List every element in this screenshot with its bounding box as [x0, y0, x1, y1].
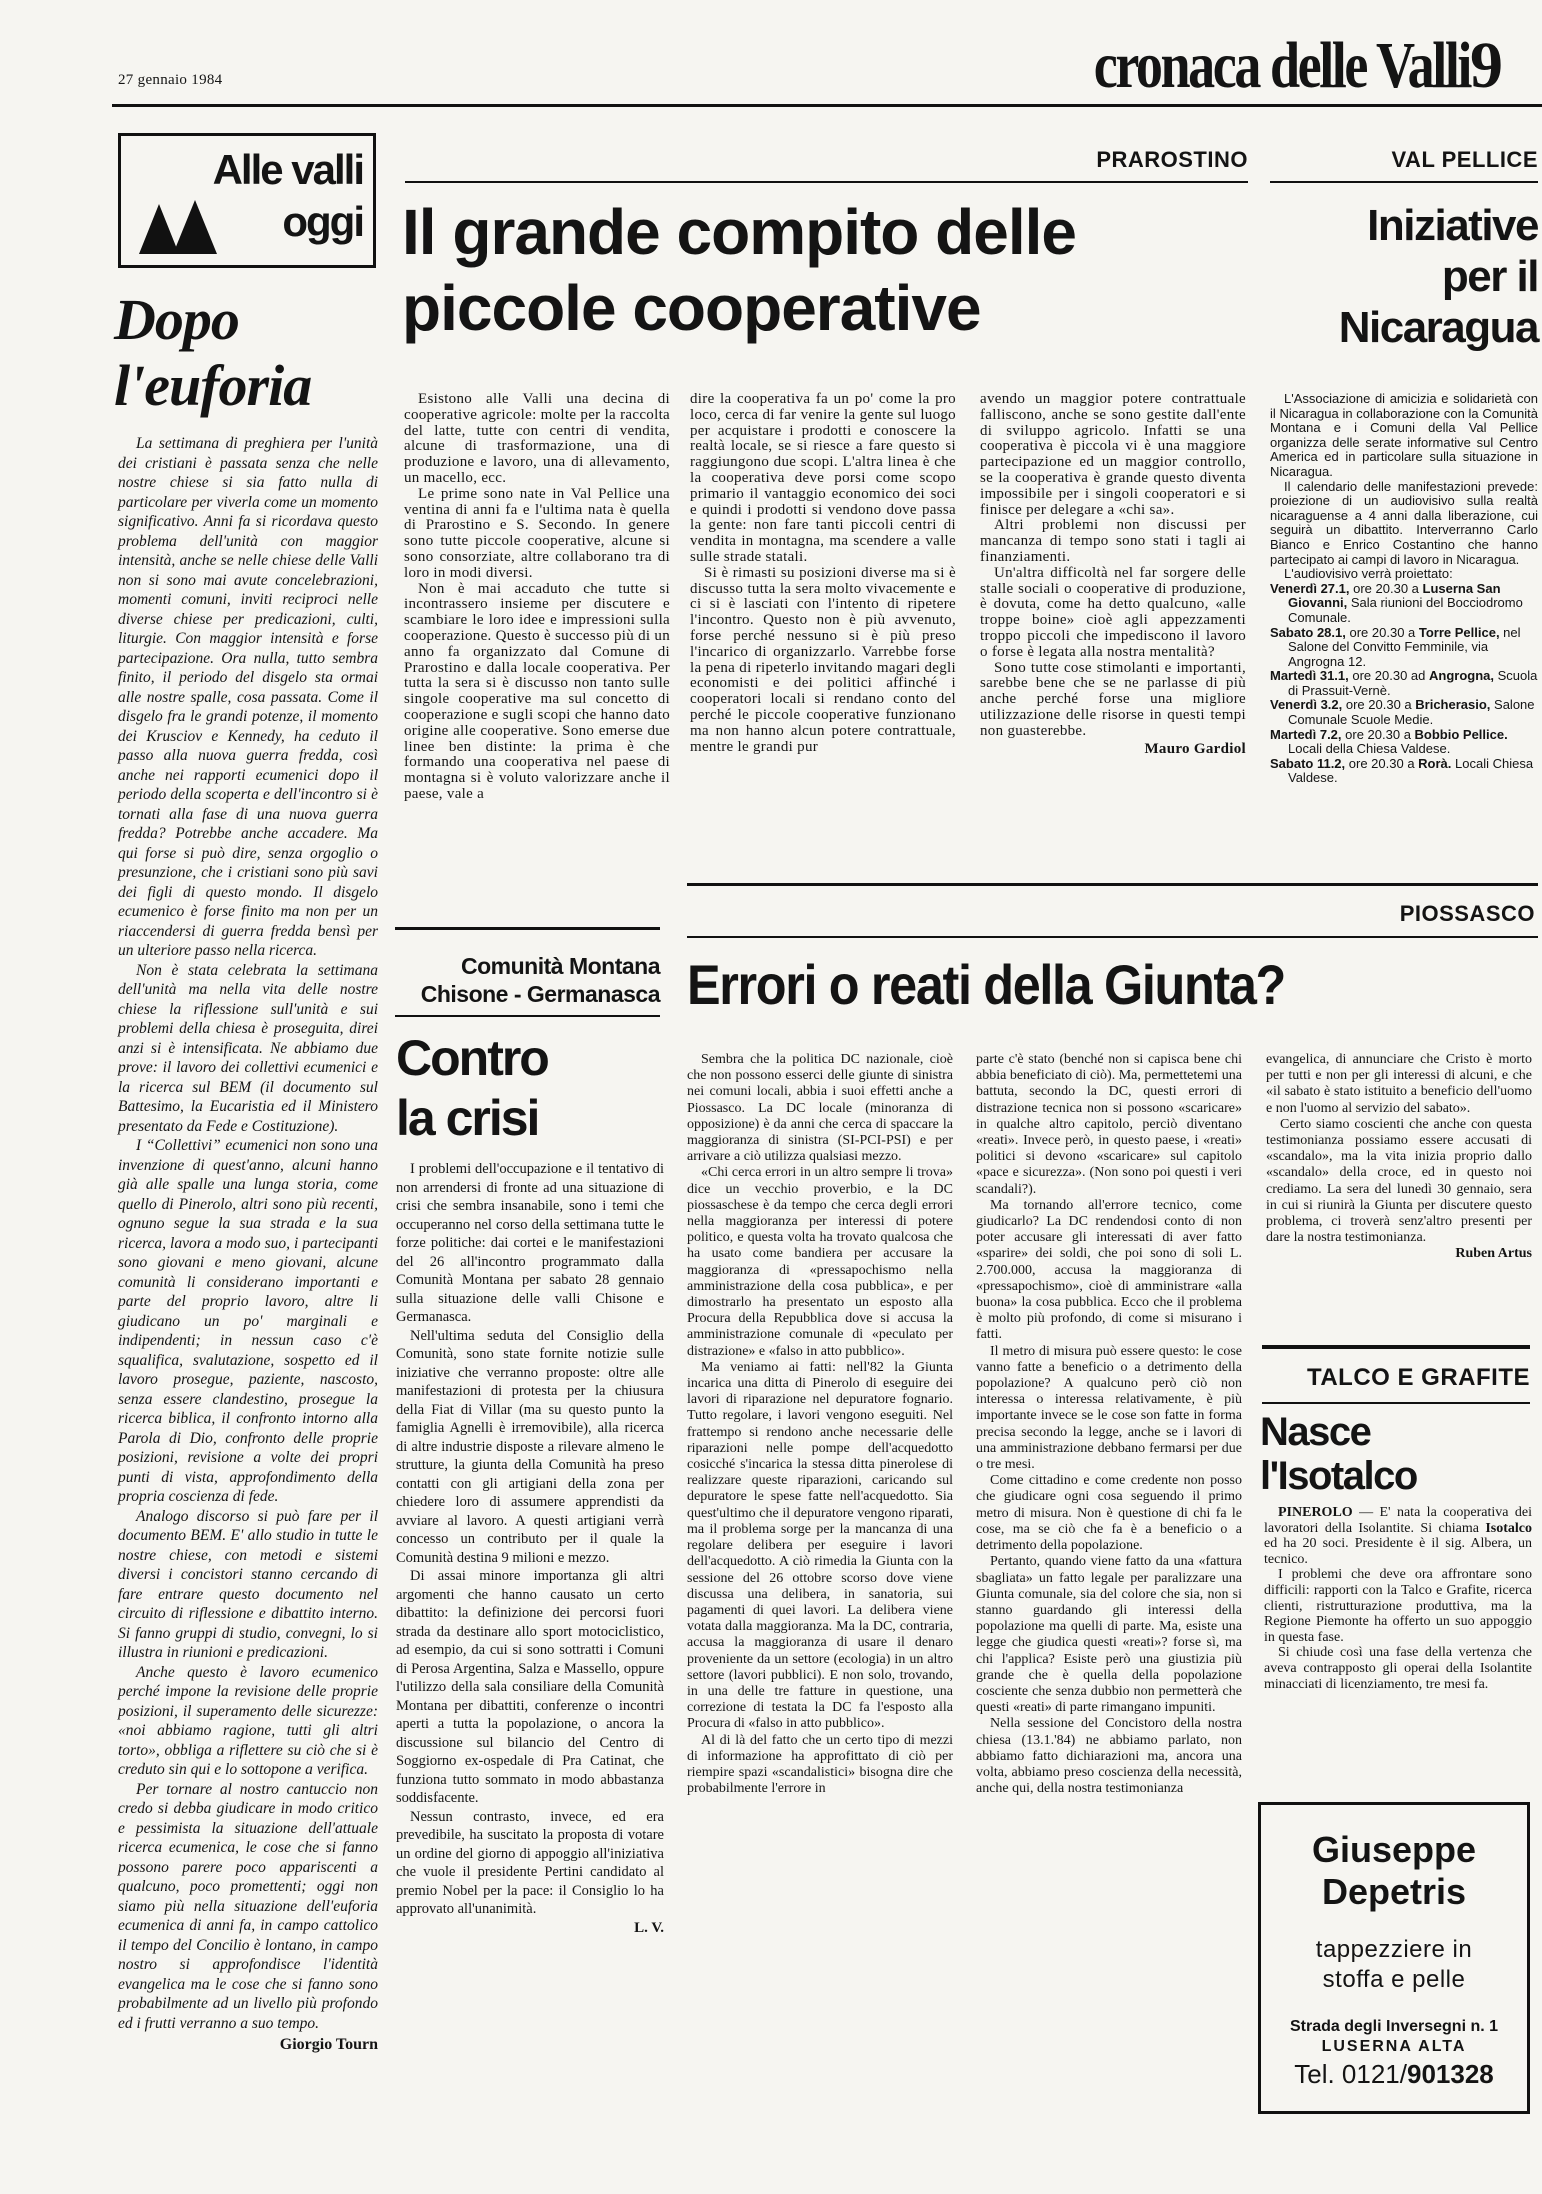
schedule-place: Torre Pellice,	[1418, 624, 1500, 640]
article-paragraph: Un'altra difficoltà nel far sorgere delle stalle sociali o cooperative di produzione, è dovuta, come ha detto qualcuno, «alle troppe boine» cioè agli appezzamenti troppo piccoli che impediscono il lavoro o forse è legata alla nostra mentalità?	[980, 564, 1246, 660]
isotalco-headline	[1260, 1410, 1417, 1498]
section-label-talco-e-grafite: TALCO E GRAFITE	[1306, 1364, 1530, 1391]
alle-valli-oggi-logo-box	[118, 133, 376, 268]
schedule-details: Salone Comunale Scuole Medie.	[1288, 697, 1535, 728]
ad-address: Strada degli Inversegni n. 1	[1289, 2018, 1499, 2035]
article-paragraph: «Chi cerca errori in un altro sempre li trova» dice un vecchio proverbio, e la DC piossaschese è da tempo che cerca degli errori nella maggioranza per interessi di potere politico, e questa volta ha trovato qualcosa che ha usato come bandiera per accusare la maggioranza di «pressapochismo nella amministrazione della cosa pubblica», e per dimostrarlo ha presentato un esposto alla Procura della Repubblica dove si accusa la amministrazione comunale di «peculato per distrazione» e «falso in atto pubblico».	[687, 1165, 953, 1359]
schedule-place: Luserna San Giovanni,	[1288, 580, 1501, 611]
article-paragraph: Nell'ultima seduta del Consiglio della Comunità, sono state fornite notizie sulle iniziative che verranno proposte: oltre alle manifestazioni di protesta per la chiusura della Fiat di Villar (ma su questo punto la famiglia Agnelli è irremovibile), alla ricerca di altre industrie disposte a rilevare almeno le strutture, la giunta della Comunità ha preso contatti con gli artigiani della zona per chiedere loro di assumere apprendisti da avviare al lavoro. A questi artigiani verrà concesso un contributo per il quale la Comunità destina 9 milioni e mezzo.	[396, 1327, 664, 1566]
schedule-day: Sabato 11.2,	[1270, 755, 1346, 771]
article-paragraph: dire la cooperativa fa un po' come la pro loco, cerca di far venire la gente sul luogo per acquistare i prodotti e conoscere la realtà locale, se si riesce a fare questo si raggiungono due scopi. L'altra linea è che la cooperativa deve porsi come scopo primario il vantaggio economico dei soci e quindi i prodotti si vendono dove passa la gente: non fare tanti piccoli centri di vendita in montagna, ma scendere a valle sulle strade statali.	[690, 391, 956, 565]
cooperative-column-3	[980, 392, 1246, 757]
page-number: 9	[1470, 29, 1503, 102]
article-paragraph: Sono tutte cose stimolanti e importanti, sarebbe bene che se ne parlasse di più anche perché forse una migliore utilizzazione delle risorse in questi tempi non guasterebbe.	[980, 659, 1246, 739]
article-paragraph: parte c'è stato (benché non si capisca bene chi abbia beneficiato di ciò). Ma, permettetemi una battuta, secondo la DC, questi errori di distrazione tecnica non si possono «scaricare» in qualche altro capitolo, perciò diventano «reati». Invece però, in questo paese, i «reati» politici si devono «scaricare» sul capitolo «pace e sicurezza». (Non sono poi questi i veri scandali?).	[976, 1052, 1242, 1197]
schedule-details: Locali della Chiesa Valdese.	[1288, 741, 1451, 757]
editorial-paragraph: Non è stata celebrata la settimana dell'unità ma nella vita delle nostre chiese la riflessione sull'unità e sui problemi della chiesa è proseguita, direi anzi si è intensificata. Ne abbiamo due prove: il lavoro dei collettivi ecumenici e la ricerca sul BEM (il documento sul Battesimo, la Eucaristia ed il Ministero presentato da Fede e Costituzione).	[118, 961, 378, 1135]
article-paragraph: Sembra che la politica DC nazionale, cioè che non possono esserci delle giunte di sinistra nei comuni locali, abbia i suoi effetti anche a Piossasco. La DC locale (minoranza di opposizione) è da anni che cerca di spaccare la maggioranza di sinistra (SI-PCI-PSI) e per arrivare a ciò utilizza qualsiasi mezzo.	[687, 1052, 953, 1165]
kicker-line: Comunità Montana	[461, 953, 660, 979]
article-paragraph: Il metro di misura può essere questo: le cose vanno fatte a beneficio o a detrimento della popolazione? A qualcuno però ciò non interessa o interessa relativamente, è più importante invece se le cose son fatte in forma precisa secondo la legge, anche se i lavori di una amministrazione debbano fermarsi per due o tre mesi.	[976, 1343, 1242, 1473]
article-paragraph: Si chiude così una fase della vertenza che aveva contrapposto gli operai della Isolantite minacciati di licenziamento, tre mesi fa.	[1264, 1645, 1532, 1692]
schedule-place: Rorà.	[1418, 755, 1452, 771]
crisi-kicker	[395, 952, 660, 1008]
article-paragraph: Pertanto, quando viene fatto da una «fattura sbagliata» un fatto legale per paralizzare una Giunta comunale, sia del colore che sia, non si stanno guardando gli interessi della popolazione ma quelli di parte. Ma, esiste una legge che giudica questi «reati»? forse sì, ma chi l'applica? Esiste però una giustizia più grande che è quella della popolazione cosciente che senza dubbio non permetterà che questi «reati» di parte rimangano impuniti.	[976, 1554, 1242, 1716]
logo-text-line1: Alle valli	[212, 146, 363, 193]
issue-date: 27 gennaio 1984	[118, 72, 223, 88]
header-rule	[112, 104, 1542, 107]
ad-name-line2: Depetris	[1321, 1871, 1467, 1912]
schedule-time: ore 20.30 a	[1341, 726, 1415, 742]
schedule-day: Martedì 31.1,	[1270, 668, 1349, 684]
schedule-details: Sala riunioni del Bocciodromo Comunale.	[1288, 595, 1523, 625]
article-paragraph: Certo siamo coscienti che anche con questa testimonianza possiamo essere accusati di «scandalo», ma la vita inizia proprio dallo «scandalo» della croce, ed in questo noi crediamo. La sera del lunedì 30 gennaio, sera in cui si riunirà la Giunta per discutere questo problema, ci troverà senz'altro presenti per dare la nostra testimonianza.	[1266, 1116, 1532, 1246]
schedule-day: Sabato 28.1,	[1270, 624, 1346, 640]
editorial-author: Giorgio Tourn	[279, 2036, 378, 2053]
article-paragraph: Come cittadino e come credente non posso che giudicare ogni cosa seguendo il primo metro di misura. Non è questione di chi fa le cose, ma se ciò che fa è a beneficio o a detrimento della popolazione.	[976, 1473, 1242, 1554]
crisi-body	[396, 1160, 664, 1937]
errori-headline: Errori o reati della Giunta?	[687, 953, 1285, 1016]
crisi-headline	[396, 1028, 548, 1148]
schedule-day: Venerdì 3.2,	[1270, 697, 1343, 713]
section-label-piossasco: PIOSSASCO	[1399, 901, 1535, 926]
article-paragraph: L'Associazione di amicizia e solidarietà con il Nicaragua in collaborazione con la Comunità Montana e i Comuni della Val Pellice organizza delle serate informative sul Centro America ed in particolare sulla situazione in Nicaragua.	[1270, 391, 1538, 479]
crisi-author: L. V.	[634, 1919, 664, 1936]
article-paragraph: avendo un maggior potere contrattuale falliscono, anche se sono gestite dall'ente di sviluppo agricolo. Infatti se una cooperativa è piccola vi è una maggiore partecipazione ed un maggior controllo, se la cooperativa è grande questo diventa impossibile per i singoli cooperatori e si finisce per delegare a «chi sa».	[980, 391, 1246, 518]
section-rule	[1262, 1345, 1530, 1349]
editorial-body	[118, 434, 378, 2055]
headline-line: Nasce	[1260, 1410, 1371, 1454]
section-rule	[687, 883, 1538, 886]
article-paragraph: Altri problemi non discussi per mancanza di tempo sono stati i tagli ai finanziamenti.	[980, 517, 1246, 565]
article-paragraph: Il calendario delle manifestazioni prevede: proiezione di un audiovisivo sulla realtà nicaraguense a 4 anni dalla liberazione, cui seguirà un dibattito. Interverranno Carlo Bianco e Enrico Costantino che hanno partecipato ai campi di lavoro in Nicaragua.	[1270, 478, 1538, 567]
section-rule	[1262, 1402, 1530, 1404]
editorial-title-line2: l'euforia	[114, 353, 312, 418]
schedule-time: ore 20.30 a	[1345, 755, 1419, 771]
article-paragraph: Si è rimasti su posizioni diverse ma si è discusso tutta la sera molto vivacemente e ci si è lasciati con l'intento di ripetere l'incontro. Questo non è più avvenuto, forse perché nessuno si è più preso l'incarico di organizzarlo. Varrebbe forse la pena di ripeterlo invitando magari degli economisti e dei politici affinché i cooperatori locali si rendano conto del perché le piccole cooperative funzionano ma non hanno alcun potere contrattuale, mentre le grandi pur	[690, 564, 956, 755]
schedule-time: ore 20.30 ad	[1348, 668, 1429, 684]
schedule-details: nel Salone del Convitto Femminile, via Angrogna 12.	[1288, 624, 1521, 669]
schedule-details: Scuola di Prassuit-Vernè.	[1288, 668, 1538, 698]
editorial-paragraph: Per tornare al nostro cantuccio non credo si debba giudicare in modo critico e pessimista la situazione dell'attuale ricerca ecumenica, le cose che si fanno possono parere poco appariscenti a qualcuno, poco promettenti; oggi non siamo più nella situazione dell'euforia ecumenica di anni fa, in campo cattolico il tempo del Concilio è lontano, in campo nostro si approfondisce l'identità evangelica ma le cose che si fanno sono probabilmente ad un livello più profondo ed i frutti verranno a suo tempo.	[118, 1780, 378, 2032]
article-paragraph: Le prime sono nate in Val Pellice una ventina di anni fa e l'ultima nata è quella di Prarostino e S. Secondo. In genere sono tutte piccole cooperative, alcune si sono consorziate, altre collaborano tra di loro in modi diversi.	[404, 485, 670, 581]
newspaper-masthead: cronaca delle Valli	[1093, 29, 1470, 102]
schedule-item	[1270, 698, 1538, 727]
ad-trade-line2: stoffa e pelle	[1322, 1966, 1466, 1993]
schedule-item	[1270, 728, 1538, 757]
nicaragua-body	[1270, 392, 1538, 786]
schedule-place: Bricherasio,	[1415, 697, 1491, 713]
cooperative-column-1	[404, 392, 670, 803]
editorial-paragraph: Anche questo è lavoro ecumenico perché impone la revisione delle proprie posizioni, il superamento delle sicurezze: «noi abbiamo ragione, tutti gli altri torto», obbliga a riflettere su ciò che si è creduto sin qui e lo sottopone a verifica.	[118, 1663, 378, 1778]
schedule-item	[1270, 669, 1538, 698]
section-rule	[395, 927, 660, 930]
article-paragraph	[1264, 1505, 1532, 1567]
section-label-val-pellice: VAL PELLICE	[1391, 147, 1538, 172]
advertisement-depetris	[1258, 1802, 1530, 2114]
editorial-title-line1: Dopo	[114, 287, 239, 352]
schedule-details: Locali Chiesa Valdese.	[1288, 755, 1534, 786]
headline-line: la crisi	[396, 1090, 539, 1146]
article-paragraph: L'audiovisivo verrà proiettato:	[1284, 566, 1453, 582]
kicker-line: Chisone - Germanasca	[420, 981, 660, 1007]
section-rule	[395, 1015, 660, 1017]
errori-author: Ruben Artus	[1455, 1246, 1532, 1262]
article-paragraph: I problemi che deve ora affrontare sono difficili: rapporti con la Talco e Grafite, ricerca clienti, ristrutturazione produttiva, ma la Regione Piemonte ha offerto un suo appoggio in questa fase.	[1264, 1567, 1532, 1645]
schedule-place: Bobbio Pellice.	[1414, 726, 1508, 742]
headline-line: l'Isotalco	[1260, 1454, 1417, 1498]
errori-column-2	[976, 1052, 1242, 1797]
nicaragua-headline	[1270, 200, 1538, 353]
schedule-place: Angrogna,	[1429, 668, 1494, 684]
article-paragraph: Ma tornando all'errore tecnico, come giudicarlo? La DC rendendosi conto di non poter accusare gli interessati di aver fatto «sparire» dei soldi, che poi sono di soli L. 2.700.000, accusa la maggioranza di «pressapochismo», cioè di amministrare «alla buona» la cosa pubblica. Ecco che il problema è molto più profondo, di come si misurano i fatti.	[976, 1197, 1242, 1343]
cooperative-headline-line1: Il grande compito delle	[402, 196, 1076, 268]
article-paragraph: evangelica, di annunciare che Cristo è morto per tutti e non per gli interessi di alcuni, e che «il sabato è stato istituito a beneficio dell'uomo e non l'uomo al servizio del sabato».	[1266, 1052, 1532, 1116]
ad-phone-number: 901328	[1406, 2059, 1494, 2089]
ad-trade-line1: tappezziere in	[1315, 1936, 1473, 1963]
article-paragraph: Al di là del fatto che un certo tipo di mezzi di informazione ha approfittato di ciò per riempire spazi «scandalistici» bisogna dire che probabilmente l'errore in	[687, 1732, 953, 1797]
article-paragraph: Di assai minore importanza gli altri argomenti che hanno causato un certo dibattito: la definizione dei percorsi fuori strada da destinare allo sport motociclistico, ad esempio, da cui si sono sottratti i Comuni di Perosa Argentina, Salza e Massello, oppure l'utilizzo della sala consiliare della Comunità Montana per dibattiti, conferenze o incontri aperti a tutta la popolazione, o ancora la discussione sul bilancio del Centro di Soggiorno ex-ospedale di Pra Catinat, che funziona tutto sommato in modo abbastanza soddisfacente.	[396, 1568, 664, 1806]
article-paragraph: Ma veniamo ai fatti: nell'82 la Giunta incarica una ditta di Pinerolo di eseguire dei lavori di riparazione nel depuratore fognario. Tutto regolare, i lavori vengono eseguiti. Nel frattempo si rendono anche necessarie delle riparazioni nelle pompe dell'acquedotto cosicché s'incarica la stessa ditta pinerolese di realizzare queste riparazioni, caricando sul depuratore le spese fatte nell'acquedotto. Sia quest'ultimo che il depuratore vengono riparati, ma il problema sorge per la mancanza di una regolare delibera per eseguire i lavori dell'acquedotto. A ciò rimedia la Giunta con la sessione del 26 ottobre scorso dove viene discussa una delibera, in sanatoria, sui pagamenti di quei lavori. La delibera viene votata dalla maggioranza. Ma la DC, contraria, accusa la maggioranza di usare il denaro proveniente da un settore (ecologia) in un altro settore (lavori pubblici). E non solo, trovando, in una delle tre fatture in questione, una correzione di testata la DC fa l'esposto alla Procura di «falso in atto pubblico».	[687, 1359, 953, 1732]
cooperative-author: Mauro Gardiol	[1144, 740, 1246, 757]
schedule-day: Martedì 7.2,	[1270, 726, 1342, 742]
section-label-prarostino: PRAROSTINO	[1096, 147, 1248, 172]
schedule-time: ore 20.30 a	[1349, 580, 1423, 596]
section-rule	[405, 181, 1248, 183]
schedule-time: ore 20.30 a	[1342, 697, 1416, 713]
headline-line: Contro	[396, 1030, 548, 1086]
editorial-paragraph: Analogo discorso si può fare per il documento BEM. E' allo studio in tutte le nostre chiese, con metodi e sistemi diversi i concistori stanno cercando di fare entrare questo documento nel circuito di riflessione e dibattito interno. Si fanno gruppi di studio, convegni, lo si illustra in riunioni e predicazioni.	[118, 1507, 378, 1661]
article-paragraph: Nella sessione del Concistoro della nostra chiesa (13.1.'84) ne abbiamo parlato, non abbiamo fatto dichiarazioni ma, ancora una volta, abbiamo preso coscienza della necessità, anche qui, della nostra testimonianza	[976, 1716, 1242, 1797]
logo-text-line2: oggi	[282, 198, 363, 245]
text-span: — E' nata la cooperativa dei lavoratori della Isolantite. Si chiama	[1264, 1505, 1532, 1536]
text-span: ed ha 20 soci. Presidente è il sig. Albera, un tecnico.	[1264, 1536, 1532, 1567]
ad-town: LUSERNA ALTA	[1321, 2038, 1467, 2055]
errori-column-3	[1266, 1052, 1532, 1263]
cooperative-column-2	[690, 392, 956, 755]
isotalco-body	[1264, 1505, 1532, 1692]
dateline: PINEROLO	[1278, 1505, 1353, 1520]
article-paragraph: I problemi dell'occupazione e il tentativo di non arrendersi di fronte ad una situazione di crisi che sembra insanabile, sono i temi che occuperanno nel corso della settimana tutte le forze politiche: dai cortei e le manifestazioni del 26 all'incontro programmato dalla Comunità Montana per sabato 28 gennaio sulla situazione delle valli Chisone e Germanasca.	[396, 1161, 664, 1325]
headline-line: Iniziative	[1367, 201, 1538, 250]
article-paragraph: Esistono alle Valli una decina di cooperative agricole: molte per la raccolta del latte, tutte con centri di vendita, alcune di trasformazione, una di produzione e lavoro, una di allevamento, un macello, ecc.	[404, 391, 670, 486]
article-paragraph: Non è mai accaduto che tutte si incontrassero insieme per discutere e scambiare le loro idee e impressioni sulla cooperazione. Questo è successo più di un anno fa organizzato dal Comune di Prarostino e dalla locale cooperativa. Per tutta la sera si è discusso non tanto sulle singole cooperative ma sul concetto di cooperazione e sugli scopi che hanno dato origine alle cooperative. Sono emerse due linee ben distinte: la prima è che formando una cooperativa nel paese di montagna si è voluto valorizzare anche il paese, vale a	[404, 580, 670, 802]
editorial-paragraph: La settimana di preghiera per l'unità dei cristiani è passata senza che nelle nostre chiese si sia fatto nulla di particolare per viverla come un momento significativo. Anni fa si ricordava questo problema dell'unità con maggior intensità, anche se nelle chiese delle Valli non si sono mai avute concelebrazioni, momenti comuni, inviti reciproci nelle diverse chiese per predicazioni, culti, liturgie. Con maggior intensità e forse partecipazione. Ora nulla, tutto sembra finito, il periodo del disgelo sta ormai alle nostre spalle, cosa passata. Come il disgelo fra le grandi potenze, il momento dei Krusciov e Kennedy, ha ceduto il passo alla nuova guerra fredda, così anche nei rapporti ecumenici dopo il periodo della scoperta e dell'incontro si è tornati alla fase di una nuova guerra fredda? Potrebbe anche accadere. Ma qui forse si può dire, senza orgoglio o presunzione, che i cristiani sono più savi dei figli di questo mondo. Il disgelo ecumenico è forse finito ma non per un riaccendersi di guerra fredda bensì per un ulteriore passo nella ricerca.	[118, 435, 378, 959]
headline-line: per il	[1441, 252, 1538, 301]
section-rule	[687, 936, 1538, 938]
ad-name-line1: Giuseppe	[1311, 1829, 1477, 1870]
headline-line: Nicaragua	[1338, 303, 1538, 352]
errori-column-1	[687, 1052, 953, 1797]
mountains-icon	[139, 198, 219, 254]
cooperative-headline-line2: piccole cooperative	[402, 272, 981, 344]
ad-phone-prefix: Tel. 0121/	[1294, 2059, 1407, 2089]
schedule-item	[1270, 757, 1538, 786]
section-rule	[1270, 181, 1538, 183]
schedule-time: ore 20.30 a	[1345, 624, 1419, 640]
editorial-paragraph: I “Collettivi” ecumenici non sono una invenzione di quest'anno, alcuni hanno già alle spalle una lunga storia, come quello di Pinerolo, altri sono più recenti, ognuno segue la sua strada e la sua ricerca, lavora a modo suo, i partecipanti sono giovani e meno giovani, alcune comunità li considerano importanti e parte del proprio lavoro, altre li giudicano un po' marginali e indipendenti; in nessun caso c'è squalifica, svalutazione, sospetto ed il lavoro prosegue, paziente, nascosto, senza essere clandestino, prosegue la ricerca biblica, il confronto intorno alla Parola di Dio, confronto delle proprie posizioni, revisione a volte dei propri punti di vista, approfondimento della propria coscienza di fede.	[118, 1137, 378, 1505]
schedule-day: Venerdì 27.1,	[1270, 580, 1350, 596]
ad-phone	[1261, 2057, 1527, 2091]
article-paragraph: Nessun contrasto, invece, ed era prevedibile, ha suscitato la proposta di votare un ordine del giorno di appoggio all'iniziativa che vuole il presidente Pertini candidato al premio Nobel per la pace: il Consiglio lo ha approvato all'unanimità.	[396, 1808, 664, 1917]
schedule-item	[1270, 626, 1538, 670]
schedule-item	[1270, 582, 1538, 626]
bold-span: Isotalco	[1485, 1520, 1532, 1536]
